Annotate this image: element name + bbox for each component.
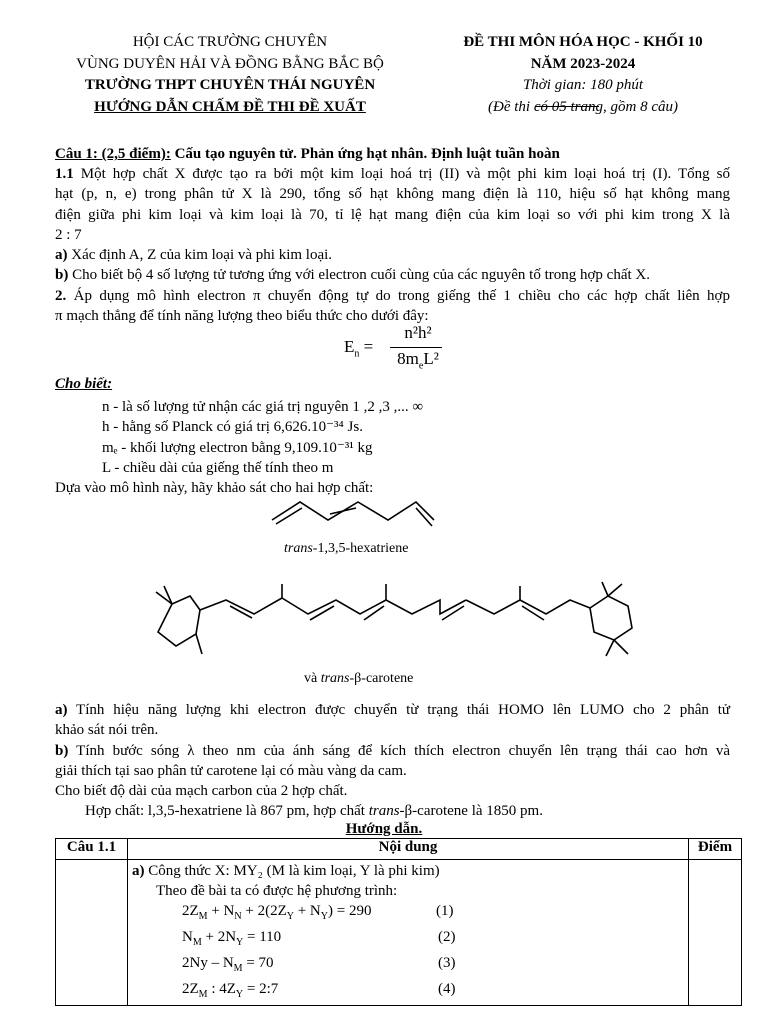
p11-line-4: 2 : 7	[55, 226, 82, 243]
part2-a-line-1: Tính hiệu năng lượng khi electron được chuyển từ trạng thái HOMO lên LUMO cho 2 phân tử	[67, 702, 730, 718]
part2-b-label: b)	[55, 742, 69, 759]
answer-a-label: a)	[132, 863, 145, 879]
chain-length-note: Cho biết độ dài của mạch carbon của 2 hợp chất.	[55, 783, 348, 800]
given-list	[102, 397, 423, 478]
part2-a-line-2: khảo sát nói trên.	[55, 722, 159, 739]
association-name: HỘI CÁC TRƯỜNG CHUYÊN	[132, 34, 328, 50]
subq-a-text: Xác định A, Z của kim loại và phi kim loại.	[67, 247, 333, 264]
carotene-caption: và trans-β-carotene	[304, 671, 414, 686]
answer-a-text: Công thức X: MY₂ (M là kim loại, Y là phi kim)	[144, 863, 440, 879]
part2-questions	[55, 700, 730, 822]
p11-line-1: Một hợp chất X được tạo ra bởi một kim loại hoá trị (II) và một phi kim loại hoá trị (I). Tổng số	[73, 166, 730, 182]
equation-3: $2Ny - N_M = 70$ (3)	[182, 955, 456, 974]
subq-b-label: b)	[55, 267, 69, 284]
p11-line-3: điện giữa phi kim loại và kim loại là 70, tỉ lệ hạt mang điện của kim loại so với phi kim trong X là	[55, 206, 730, 223]
question-topic: Cấu tạo nguyên tử. Phản ứng hạt nhân. Định luật tuần hoàn	[170, 146, 560, 162]
formula-lhs: E	[344, 337, 355, 356]
p11-line-2: hạt (p, n, e) trong phân tử X là 290, tổng số hạt không mang điện là 110, hiệu số hạt không mang	[55, 186, 730, 203]
equation-2: $N_M + 2N_Y = 110$ (2)	[182, 929, 456, 948]
equation-4: $2Z_M$ : $4Z_Y$ = 2:7 (4)	[182, 981, 456, 1000]
school-name: TRƯỜNG THPT CHUYÊN THÁI NGUYÊN	[84, 77, 376, 93]
part2-a-label: a)	[55, 702, 68, 718]
part2-b-line-2: giải thích tại sao phân tử carotene lại có màu vàng da cam.	[55, 762, 407, 779]
given-me: mₑ - khối lượng electron bằng 9,109.10⁻³¹ kg	[102, 439, 373, 456]
compound-lengths: Hợp chất: l,3,5-hexatriene là 867 pm, hợp chất trans-β-carotene là 1850 pm.	[85, 803, 543, 820]
col-content: Nội dung	[128, 839, 689, 860]
grading-table	[55, 838, 742, 1006]
header-left	[40, 32, 420, 118]
table-row	[56, 860, 742, 1006]
p2-line-1: Áp dụng mô hình electron π chuyển động tự do trong giếng thế 1 chiều cho các hợp chất liên hợp	[66, 287, 730, 304]
hexatriene-structure	[268, 496, 438, 536]
exam-year: NĂM 2023-2024	[530, 55, 636, 72]
fraction-bar	[390, 347, 442, 348]
given-n: n - là số lượng tử nhận các giá trị nguyên 1 ,2 ,3 ,... ∞	[102, 399, 424, 415]
formula-denominator: $8m_eL^2$	[397, 349, 439, 372]
answer-intro: Theo đề bài ta có được hệ phương trình:	[156, 883, 398, 899]
equation-list	[132, 901, 684, 1005]
given-label: Cho biết:	[55, 376, 113, 392]
col-score: Điểm	[689, 839, 742, 860]
survey-text: Dựa vào mô hình này, hãy khảo sát cho hai hợp chất:	[55, 480, 374, 496]
answer-content	[128, 860, 689, 1006]
formula-numerator: n²h²	[404, 323, 432, 342]
header-divider	[535, 106, 599, 107]
col-question: Câu 1.1	[56, 839, 128, 860]
document-title: HƯỚNG DẪN CHẤM ĐỀ THI ĐỀ XUẤT	[94, 98, 366, 115]
table-header-row	[56, 839, 742, 860]
beta-carotene-structure	[150, 578, 636, 662]
question-title	[55, 144, 730, 164]
guide-title: Hướng dẫn.	[345, 821, 423, 837]
given-L: L - chiều dài của giếng thế tính theo m	[102, 459, 334, 476]
item-number-1-1: 1.1	[55, 166, 74, 182]
hexatriene-caption: trans-1,3,5-hexatriene	[284, 541, 409, 556]
question-label: Câu 1: (2,5 điểm):	[55, 146, 171, 162]
given-h: h - hằng số Planck có giá trị 6,626.10⁻³⁴ Js.	[102, 419, 363, 436]
part2-b-line-1: Tính bước sóng λ theo nm của ánh sáng để kích thích electron chuyển lên trạng thái cao hơn và	[68, 742, 730, 759]
exam-pages: (Đề thi có 05 trang, gồm 8 câu)	[488, 98, 678, 115]
p2-line-2: π mạch thẳng để tính năng lượng theo biểu thức cho dưới đây:	[55, 308, 429, 325]
region-name: VÙNG DUYÊN HẢI VÀ ĐỒNG BẰNG BẮC BỘ	[76, 55, 384, 72]
exam-title: ĐỀ THI MÔN HÓA HỌC - KHỐI 10	[463, 34, 703, 50]
subq-b-text: Cho biết bộ 4 số lượng tử tương ứng với electron cuối cùng của các nguyên tố trong hợp chất X.	[68, 267, 650, 284]
exam-duration: Thời gian: 180 phút	[522, 77, 644, 93]
paragraph-1-1	[55, 164, 730, 326]
subq-a-label: a)	[55, 247, 68, 264]
item-number-2: 2.	[55, 287, 67, 304]
equation-1: $2Z_M + N_N + 2(2Z_Y + N_Y) = 290$ (1)	[182, 903, 454, 922]
